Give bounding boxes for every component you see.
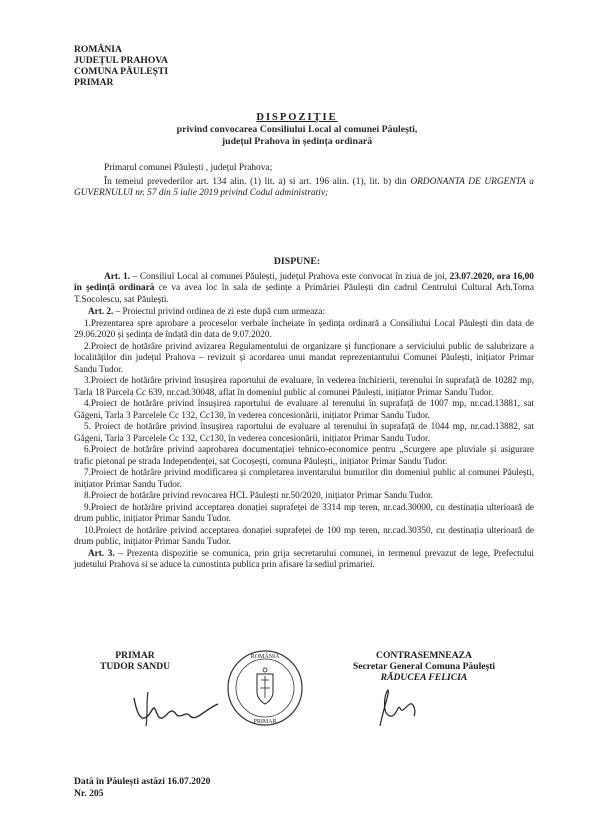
agenda-item: 5. Proiect de hotărâre privind însușirea raportului de evaluare al terenului în suprafață de 1044 mp, nr.cad.13882, sat Găgeni, Tarla 3 Parcelele Cc 132, Cc130, în vederea concesionării, inițiator Primar Sandu Tudor.: [74, 421, 534, 443]
stamp-top-text: ROMÂNIA: [250, 654, 280, 660]
intro-legal-basis: [74, 177, 534, 200]
agenda-item: 7.Proiect de hotărâre privind modificarea și completarea inventarului bunurilor din domeniul public al comunei Păulești, inițiator Primar Sandu Tudor.: [74, 467, 534, 489]
secretary-name: RĂDUCEA FELICIA: [380, 672, 468, 683]
mayor-role: PRIMAR: [115, 650, 155, 661]
mayor-signature-block: [80, 650, 190, 672]
document-subtitle: [0, 124, 594, 148]
article-1: [74, 272, 534, 306]
header-county: JUDEȚUL PRAHOVA: [74, 55, 168, 66]
article-1-date: 23.07.2020, ora 16,00 în ședință ordinară: [74, 272, 534, 294]
document-number: Nr. 205: [74, 788, 104, 799]
agenda-item: 1.Prezentarea spre aprobare a proceselor verbale încheiate în ședința ordinară a Consiliului Local Păulești din data de 29.06.2020 și ședința de îndată din data de 9.07.2020.: [74, 317, 534, 339]
subtitle-line-1: privind convocarea Consiliului Local al comunei Păulești,: [176, 124, 418, 135]
agenda-item: 2.Proiect de hotărâre privind avizarea Regulamentului de organizare și funcționare a serviciului public de salubrizare a localităților din județul Prahova – revizuit și acordarea unui mandat reprezentantului Comunei Păulești, inițiator Primar Sandu Tudor.: [74, 340, 534, 374]
article-2: [74, 306, 534, 571]
article-3-text: – Prezenta dispozitie se comunica, prin grija secretarului comunei, in termenul prevazut de lege, Prefectului judetului Prahova si se aduce la cunostinta publica prin afisare la sediul primariei.: [74, 547, 534, 569]
document-title: DISPOZIȚIE: [256, 112, 338, 123]
document-footer: [74, 776, 210, 800]
countersign-label: CONTRASEMNEAZA: [376, 650, 472, 661]
article-3: [74, 548, 534, 571]
issue-date: Dată în Păulești astăzi 16.07.2020: [74, 776, 211, 787]
agenda-item: 8.Proiect de hotărâre privind revocarea HCL Păulești nr.50/2020, inițiator Primar Sandu Tudor.: [84, 490, 433, 500]
mayor-name: TUDOR SANDU: [99, 661, 171, 672]
header-office: PRIMAR: [74, 77, 114, 88]
header-country: ROMÂNIA: [74, 44, 122, 55]
header-commune: COMUNA PĂULEȘTI: [74, 66, 169, 77]
article-2-intro: [74, 306, 534, 318]
article-1-label: Art. 1.: [104, 272, 131, 282]
mayor-handwritten-signature: [126, 680, 226, 730]
agenda-item: 6.Proiect de hotărâre privind aaprobarea documentației tehnico-economice pentru „Scurgere ape pluviale și asigurare trafic pietonal pe strada Independenței, sat Cocoșești, comuna Păulești,, inițiator Primar Sandu Tudor.: [74, 444, 534, 466]
article-2-text: – Proiectul privind ordinea de zi este după cum urmeaza:: [113, 306, 326, 316]
dispune-heading: DISPUNE:: [273, 256, 321, 267]
agenda-item: 3.Proiect de hotărâre privind însușirea raportului de evaluare, în vederea închirierii, terenului în suprafață de 10282 mp, Tarla 18 Parcela Cc 639, nr.cad.30048, aflat în domeniul public al comunei Păulești, inițiator Primar Sandu Tudor.: [74, 375, 534, 397]
agenda-item: 9.Proiect de hotărâre privind acceptarea donației suprafeței de 3314 mp teren, nr.cad.30000, cu destinația ulterioară de drum public, inițiator Primar Sandu Tudor.: [74, 501, 534, 523]
intro-mayor: Primarul comunei Păulești , județul Prahova;: [104, 163, 273, 173]
secretary-signature-block: [314, 650, 534, 683]
official-stamp: [225, 648, 305, 728]
secretary-handwritten-signature: [370, 686, 420, 731]
agenda-list: [74, 318, 534, 548]
intro-legal-text: În temeiul prevederilor art. 134 alin. (1) lit. a) si art. 196 alin. (1), lit. b) din: [104, 177, 411, 187]
agenda-item: 4.Proiect de hotărâre privind însușirea raportului de evaluare al terenului în suprafață de 1007 mp, nr.cad.13881, sat Găgeni, Tarla 3 Parcelele Cc 132, Cc130, în vederea concesionării, inițiator Primar Sandu Tudor.: [74, 398, 534, 420]
document-header: [74, 44, 168, 88]
stamp-bottom-text: PRIMAR: [253, 719, 277, 725]
article-3-label: Art. 3.: [88, 547, 115, 558]
article-1-text-b: ce va avea loc în sala de ședințe a Primăriei Păulești din cadrul Centrului Cultural Arh.Toma T.Socolescu, sat Păulești.: [74, 283, 534, 305]
subtitle-line-2: județul Prahova în ședința ordinară: [221, 136, 373, 147]
secretary-title: Secretar General Comuna Păulești: [352, 661, 496, 672]
article-1-text-a: – Consiliul Local al comunei Păulești, județul Prahova este convocat în ziua de joi,: [130, 272, 450, 282]
agenda-item: 10.Proiect de hotărâre privind acceptarea donației suprafeței de 100 mp teren, nr.cad.30350, cu destinația ulterioară de drum public, inițiator Primar Sandu Tudor.: [74, 524, 534, 546]
intro-legal-ordinance: ORDONANTA DE URGENTA a GUVERNULUI nr. 57 din 5 iulie 2019 privind Codul administrativ;: [74, 177, 534, 199]
article-2-label: Art. 2.: [88, 306, 114, 316]
